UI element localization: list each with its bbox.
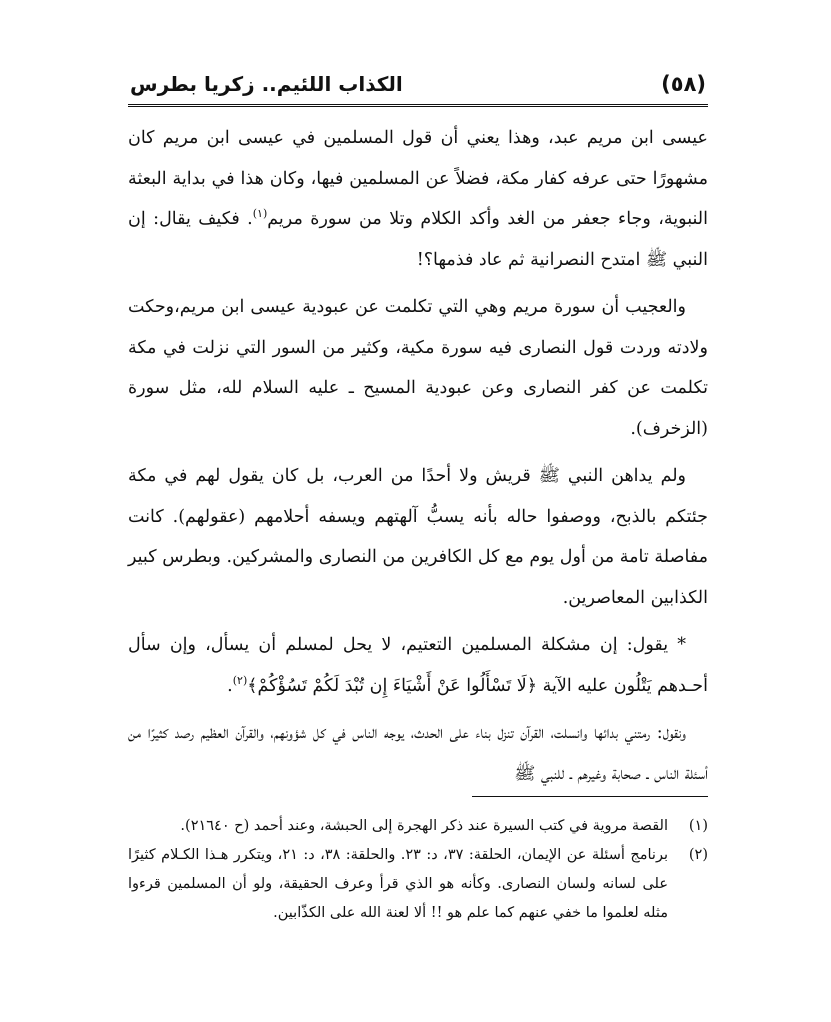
footnote-separator [472,796,708,797]
paragraph-4 [128,625,708,706]
paragraph-2: والعجيب أن سورة مريم وهي التي تكلمت عن عبودية عيسى ابن مريم،وحكت ولادته وردت قول النصارى فيه سورة مكية، وكثير من السور التي نزلت في مكة تكلمت عن كفر النصارى وعن عبودية المسيح ـ عليه السلام لله، مثل سورة (الزخرف). [128,297,708,439]
footnotes [128,812,708,928]
paragraph-1 [128,118,708,280]
main-text [128,118,708,801]
paragraph-5: ونقول: رمتني بدائها وانسلت، القرآن تنزل بناء على الحدث، يوجه الناس في كل شؤونهم، والقرآن العظيم رصد كثيرًا من أسئلة الناس ـ صحابة وغيرهم ـ للنبي ﷺ [128,723,708,784]
footnote-2-text: برنامج أسئلة عن الإيمان، الحلقة: ٣٧، د: ٢٣. والحلقة: ٣٨، د: ٢١، ويتكرر هـذا الكـلام كثيرًا على لسانه ولسان النصارى. وكأنه هو الذي قرأ وعرف الحقيقة، ولو أن المسلمين قرءوا مثله لعلموا ما خفي عنهم كما علم هو !! ألا لعنة الله على الكذّابين. [128,847,668,921]
running-title: الكذاب اللئيم.. زكريا بطرس [130,72,403,96]
footnote-2-number: (٢) [688,847,708,863]
footnote-ref-1[interactable]: (١) [252,207,268,221]
footnote-2 [128,841,708,928]
paragraph-3: ولم يداهن النبي ﷺ قريش ولا أحدًا من العرب، بل كان يقول لهم في مكة جئتكم بالذبح، ووصفوا حاله بأنه يسبُّ آلهتهم ويسفه أحلامهم (عقولهم). كانت مفاصلة تامة من أول يوم مع كل الكافرين من النصارى والمشركين. وبطرس كبير الكذابين المعاصرين. [128,466,708,608]
footnote-ref-2[interactable]: (٢) [232,673,248,687]
footnote-1-text: القصة مروية في كتب السيرة عند ذكر الهجرة إلى الحبشة، وعند أحمد (ح ٢١٦٤٠). [180,818,668,834]
paragraph-1-text: عيسى ابن مريم عبد، وهذا يعني أن قول المسلمين في عيسى ابن مريم كان مشهورًا حتى عرفه كفار مكة، فضلاً عن المسلمين فيها، وكان هذا في بداية البعثة النبوية، وجاء جعفر من الغد وأكد الكلام وتلا من سورة مريم [128,128,708,229]
footnote-1-number: (١) [688,818,708,834]
footnote-1 [128,812,708,841]
page-number: (٥٨) [661,72,706,96]
paragraph-1-tail: . فكيف يقال: إن النبي ﷺ امتدح النصرانية ثم عاد فذمها؟! [128,209,708,270]
paragraph-4-tail: . [227,675,233,696]
paragraph-4-text: * يقول: إن مشكلة المسلمين التعتيم، لا يحل لمسلم أن يسأل، وإن سأل أحـدهم يَتْلُون عليه الآية ﴿لَا تَسْأَلُوا عَنْ أَشْيَاءَ إِن تُبْدَ لَكُمْ تَسُؤْكُمْ﴾ [128,635,708,696]
page-header [128,70,708,107]
